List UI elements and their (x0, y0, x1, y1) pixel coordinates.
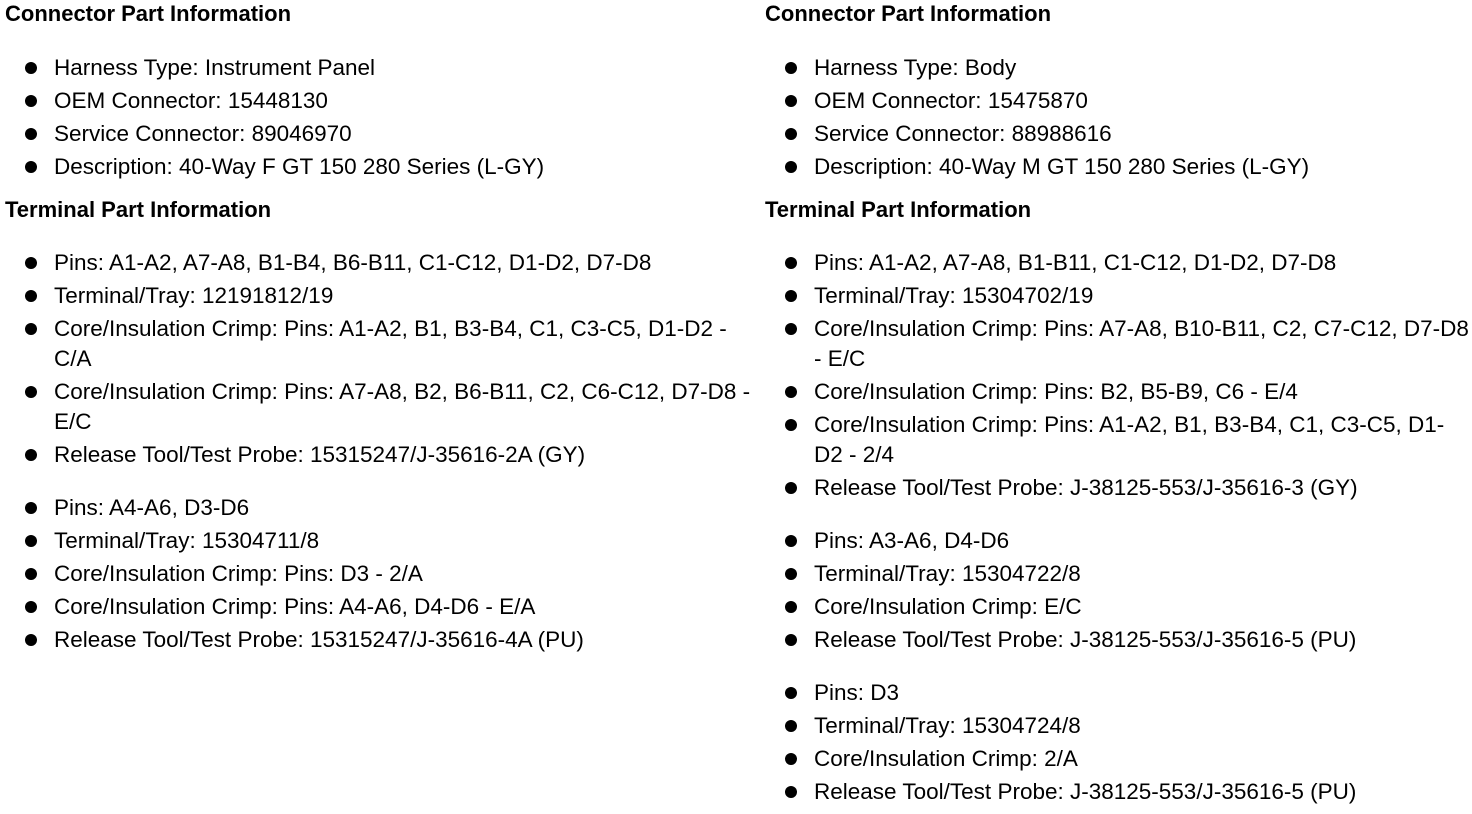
terminal-heading: Terminal Part Information (5, 197, 272, 222)
list-item: OEM Connector: 15448130 (5, 86, 755, 116)
list-item: Harness Type: Instrument Panel (5, 53, 755, 83)
list-item: Pins: A1-A2, A7-A8, B1-B11, C1-C12, D1-D2, D7-D8 (765, 248, 1470, 278)
connector-heading: Connector Part Information (5, 1, 292, 26)
list-item: Terminal/Tray: 15304722/8 (765, 559, 1470, 589)
list-item: Release Tool/Test Probe: J-38125-553/J-35616-5 (PU) (765, 777, 1470, 807)
list-item: Release Tool/Test Probe: 15315247/J-35616-4A (PU) (5, 625, 755, 655)
list-item: OEM Connector: 15475870 (765, 86, 1470, 116)
connector-heading: Connector Part Information (765, 1, 1052, 26)
right-connector-column (765, 0, 1470, 810)
list-item: Terminal/Tray: 15304724/8 (765, 711, 1470, 741)
list-item: Release Tool/Test Probe: J-38125-553/J-35616-5 (PU) (765, 625, 1470, 655)
terminal-group-list (765, 658, 1470, 807)
list-item: Core/Insulation Crimp: 2/A (765, 744, 1470, 774)
terminal-heading: Terminal Part Information (765, 197, 1032, 222)
list-item: Service Connector: 88988616 (765, 119, 1470, 149)
terminal-group-list (765, 226, 1470, 503)
list-item: Core/Insulation Crimp: Pins: A7-A8, B2, B6-B11, C2, C6-C12, D7-D8 - E/C (5, 377, 755, 437)
connector-info-list (5, 30, 755, 196)
terminal-group-list (5, 473, 755, 655)
list-item: Release Tool/Test Probe: 15315247/J-35616-2A (GY) (5, 440, 755, 470)
list-item: Core/Insulation Crimp: Pins: D3 - 2/A (5, 559, 755, 589)
terminal-group-list (765, 506, 1470, 655)
list-item: Release Tool/Test Probe: J-38125-553/J-35616-3 (GY) (765, 473, 1470, 503)
list-item: Pins: A3-A6, D4-D6 (765, 526, 1470, 556)
list-item: Pins: A4-A6, D3-D6 (5, 493, 755, 523)
list-item: Harness Type: Body (765, 53, 1470, 83)
left-connector-column (5, 0, 755, 658)
terminal-group-list (5, 226, 755, 470)
list-item: Terminal/Tray: 12191812/19 (5, 281, 755, 311)
list-item: Core/Insulation Crimp: Pins: A4-A6, D4-D6 - E/A (5, 592, 755, 622)
list-item: Core/Insulation Crimp: E/C (765, 592, 1470, 622)
list-item: Service Connector: 89046970 (5, 119, 755, 149)
list-item: Pins: D3 (765, 678, 1470, 708)
connector-info-list (765, 30, 1470, 196)
list-item: Pins: A1-A2, A7-A8, B1-B4, B6-B11, C1-C12, D1-D2, D7-D8 (5, 248, 755, 278)
list-item: Description: 40-Way M GT 150 280 Series (L-GY) (765, 152, 1470, 182)
list-item: Core/Insulation Crimp: Pins: A7-A8, B10-B11, C2, C7-C12, D7-D8 - E/C (765, 314, 1470, 374)
list-item: Core/Insulation Crimp: Pins: B2, B5-B9, C6 - E/4 (765, 377, 1470, 407)
list-item: Terminal/Tray: 15304702/19 (765, 281, 1470, 311)
list-item: Core/Insulation Crimp: Pins: A1-A2, B1, B3-B4, C1, C3-C5, D1-D2 - C/A (5, 314, 755, 374)
list-item: Description: 40-Way F GT 150 280 Series (L-GY) (5, 152, 755, 182)
list-item: Terminal/Tray: 15304711/8 (5, 526, 755, 556)
list-item: Core/Insulation Crimp: Pins: A1-A2, B1, B3-B4, C1, C3-C5, D1-D2 - 2/4 (765, 410, 1470, 470)
